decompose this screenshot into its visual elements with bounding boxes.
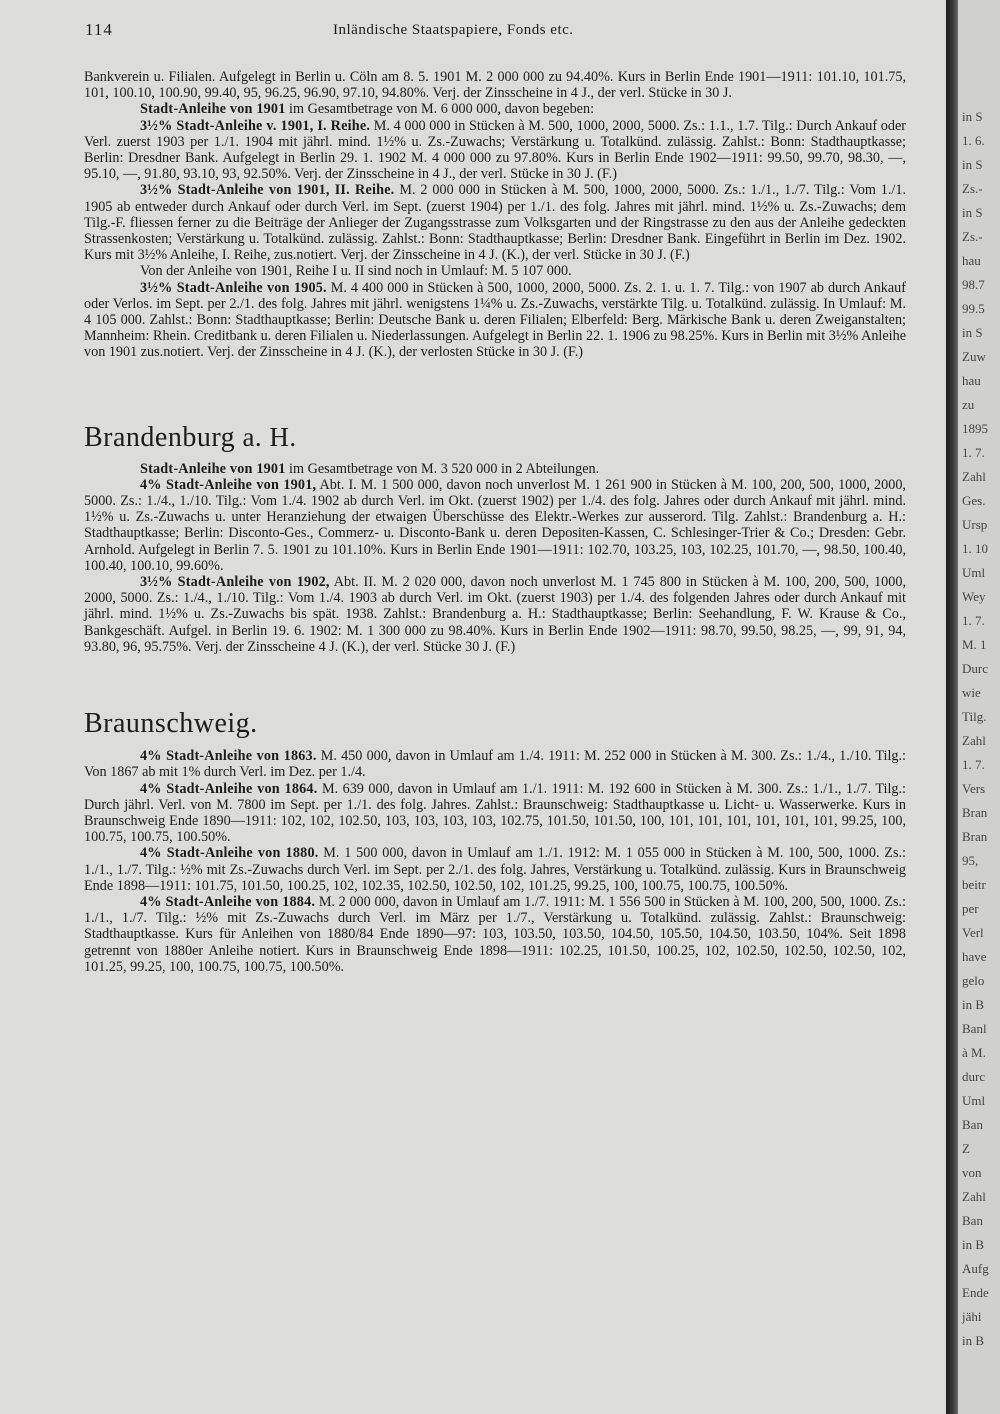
adjacent-page-fragment: à M. — [962, 1045, 986, 1060]
adjacent-page-fragment: in S — [962, 157, 983, 172]
adjacent-page-fragment: Zs.- — [962, 229, 983, 244]
adjacent-page-fragment: 1. 7. — [962, 445, 985, 460]
adjacent-page-fragment: Tilg. — [962, 709, 987, 724]
adjacent-page-fragment: in S — [962, 205, 983, 220]
entry-paragraph — [84, 781, 906, 846]
adjacent-page-fragment: have — [962, 949, 987, 964]
entry-title: 3½% Stadt-Anleihe von 1905. — [140, 279, 327, 296]
adjacent-page-fragment: Z — [962, 1141, 970, 1156]
page-content — [84, 69, 906, 975]
adjacent-page-fragment: Bran — [962, 829, 988, 844]
entry-paragraph — [84, 118, 906, 183]
adjacent-page-fragment: 1895 — [962, 421, 988, 436]
brandenburg-heading: Brandenburg a. H. — [84, 421, 297, 453]
adjacent-page-fragment: Zs.- — [962, 181, 983, 196]
running-title: Inländische Staatspapiere, Fonds etc. — [333, 22, 574, 38]
brandenburg-section — [84, 461, 906, 655]
entry-paragraph — [84, 894, 906, 975]
entry-paragraph — [84, 748, 906, 780]
adjacent-page-fragment: in B — [962, 1333, 985, 1348]
adjacent-page-fragment: Vers — [962, 781, 986, 796]
adjacent-page-fragment: Wey — [962, 589, 986, 604]
adjacent-page-fragment: Ban — [962, 1213, 983, 1228]
adjacent-page-edge — [958, 0, 1000, 1414]
entry-paragraph — [84, 477, 906, 574]
adjacent-page-fragment: von — [962, 1165, 982, 1180]
adjacent-page-fragment: Zahl — [962, 733, 986, 748]
adjacent-page-fragment: Zuw — [962, 349, 986, 364]
entry-title: 3½% Stadt-Anleihe von 1901, II. Reihe. — [140, 182, 395, 199]
adjacent-page-fragment: in S — [962, 325, 983, 340]
braunschweig-heading: Braunschweig. — [84, 708, 258, 740]
adjacent-page-fragment: Uml — [962, 565, 986, 580]
entry-paragraph — [84, 263, 906, 279]
entry-title: Stadt-Anleihe von 1901 — [140, 460, 286, 477]
page-gutter-shadow — [946, 0, 958, 1414]
adjacent-page-fragment: beitr — [962, 877, 986, 892]
adjacent-page-fragment: hau — [962, 373, 981, 388]
entry-text: M. 2 000 000 in Stücken à M. 500, 1000, 2000, 5000. Zs.: 1./1., 1./7. Tilg.: Vom 1./1. 1905 ab entweder durch Ankauf oder durch Verl. im Sept. (zuerst 1904) per 1./1. des folg. Jahres mit jährl. mind. 1½% u. Zs.-Zuwachs; dem Tilg.-F. fliessen ferner zu die Beiträge der Anlieger der Zugangsstrasse zum Volksgarten und der Ringstrasse zu den aus der Anleihe gedeckten Strassenkosten; Verstärkung u. Totalkünd. zulässig. Zahlst.: Bonn: Stadthauptkasse; Berlin: Dresdner Bank. Eingeführt in Berlin im Dez. 1902. Kurs mit 3½% Anleihe, I. Reihe, zus.notiert. Verj. der Zinsscheine in 4 J. (K.), der verl. Stücke in 30 J. (F.) — [84, 182, 906, 264]
entry-paragraph — [84, 280, 906, 361]
adjacent-page-fragment: Ende — [962, 1285, 989, 1300]
entry-title: 4% Stadt-Anleihe von 1880. — [140, 845, 319, 862]
entry-text: Von der Anleihe von 1901, Reihe I u. II sind noch in Umlauf: M. 5 107 000. — [140, 263, 572, 280]
adjacent-page-fragment: Banl — [962, 1021, 987, 1036]
adjacent-page-fragment: zu — [962, 397, 975, 412]
braunschweig-section — [84, 748, 906, 975]
entry-text: Abt. I. M. 1 500 000, davon noch unverlost M. 1 261 900 in Stücken à M. 100, 200, 500, 1000, 2000, 5000. Zs.: 1./4., 1./10. Tilg.: Vom 1./4. 1902 ab durch Verl. im Okt. (zuerst 1902) per 1./4. des folg. Jahres oder durch Ankauf mit jährl. mind. 1½% u. Zs.-Zuwachs u. unter Heranziehung der etwaigen Überschüsse des Elektr.-Werkes zur ausserord. Tilg. Zahlst.: Brandenburg a. H.: Stadthauptkasse; Berlin: Disconto-Ges., Commerz- u. Disconto-Bank u. deren Depositen-Kassen, C. Schlesinger-Trier & Co.; Dresden: Gebr. Arnhold. Aufgelegt in Berlin 7. 5. 1901 zu 101.10%. Kurs in Berlin Ende 1901—1911: 102.70, 103.25, 103, 102.25, 101.70, —, 98.50, 100.40, 100.40, 100.10, 99.60%. — [84, 476, 906, 574]
adjacent-page-fragment: 95, — [962, 853, 979, 868]
adjacent-page-fragment: Uml — [962, 1093, 986, 1108]
entry-title: 4% Stadt-Anleihe von 1884. — [140, 893, 316, 910]
bonn-section — [84, 101, 906, 360]
adjacent-page-fragment: per — [962, 901, 979, 916]
entry-text: M. 4 000 000 in Stücken à M. 500, 1000, 2000, 5000. Zs.: 1.1., 1.7. Tilg.: Durch Ankauf oder Verl. zuerst 1903 per 1./1. 1904 mit jährl. mind. 1½% u. Zs.-Zuwachs; Verstärkung u. Totalkünd. zulässig. Zahlst.: Bonn: Stadthauptkasse; Berlin: Dresdner Bank. Aufgelegt in Berlin 29. 1. 1902 M. 4 000 000 zu 97.80%. Kurs in Berlin Ende 1902—1911: 99.50, 99.70, 98.30, —, 95.10, —, 91.80, 93.10, 93, 92.50%. Verj. der Zinsscheine in 4 J., der verl. Stücke in 30 J. (F.) — [84, 117, 906, 183]
adjacent-page-fragment: in B — [962, 997, 985, 1012]
adjacent-page-fragment: 1. 6. — [962, 133, 985, 148]
entry-text: M. 4 400 000 in Stücken à 500, 1000, 2000, 5000. Zs. 2. 1. u. 1. 7. Tilg.: von 1907 ab durch Ankauf oder Verlos. im Sept. per 2./1. des folg. Jahres mit jährl. wenigstens 1¼% u. Zs.-Zuwachs, verstärkte Tilg. u. Totalkünd. zulässig. In Umlauf: M. 4 105 000. Zahlst.: Bonn: Stadthauptkasse; Berlin: Deutsche Bank u. deren Filialen; Elberfeld: Berg. Märkische Bank u. deren Zweiganstalten; Mannheim: Rhein. Creditbank u. deren Filialen u. Niederlassungen. Aufgelegt in Berlin 22. 1. 1906 zu 98.25%. Kurs in Berlin mit 3½% Anleihe von 1901 zus.notiert. Verj. der Zinsscheine in 4 J. (K.), der verlosten Stücke in 30 J. (F.) — [84, 279, 907, 361]
entry-title: 4% Stadt-Anleihe von 1901, — [140, 476, 317, 493]
entry-paragraph — [84, 101, 906, 117]
entry-text: Bankverein u. Filialen. Aufgelegt in Berlin u. Cöln am 8. 5. 1901 M. 2 000 000 zu 94.40%. Kurs in Berlin Ende 1901—1911: 101.10, 101.75, 101, 100.10, 100.90, 99.40, 95, 96.25, 96.90, 97.10, 94.80%. Verj. der Zinsscheine in 4 J., der verl. Stücke in 30 J. — [84, 69, 906, 102]
adjacent-page-fragment: jähi — [962, 1309, 982, 1324]
adjacent-page-fragment: 1. 7. — [962, 757, 985, 772]
page-number: 114 — [85, 20, 113, 39]
adjacent-page-fragment: Aufg — [962, 1261, 989, 1276]
entry-text: M. 1 500 000, davon in Umlauf am 1./1. 1912: M. 1 055 000 in Stücken à M. 100, 500, 1000. Zs.: 1./1., 1./7. Tilg.: ½% mit Zs.-Zuwachs durch Verl. im Sept. per 2./1. des folg. Jahres, Verstärkung u. Totalkünd. zulässig. Kurs in Braunschweig Ende 1898—1911: 101.75, 101.50, 100.25, 102, 102.35, 102.50, 102.50, 102, 101.25, 99.25, 100, 100.75, 100.75, 100.50%. — [84, 845, 906, 894]
entry-title: 4% Stadt-Anleihe von 1863. — [140, 748, 317, 765]
entry-text: Abt. II. M. 2 020 000, davon noch unverlost M. 1 745 800 in Stücken à M. 100, 200, 500, 1000, 2000, 5000. Zs.: 1./4., 1./10. Tilg.: Vom 1./4. 1903 ab durch Verl. im Okt. (zuerst 1903) per 1./4. des folgenden Jahres oder durch Ankauf mit jährl. mind. 1½% u. Zs.-Zuwachs bis spät. 1938. Zahlst.: Brandenburg a. H.: Stadthauptkasse; Berlin: Seehandlung, F. W. Krause & Co., Bankgeschäft. Aufgel. in Berlin 19. 6. 1902: M. 1 300 000 zu 98.40%. Kurs in Berlin Ende 1902—1911: 98.70, 99.50, 98.25, —, 99, 91, 94, 93.80, 96, 95.75%. Verj. der Zinsscheine 4 J. (K.), der verl. Stücke 30 J. (F.) — [84, 574, 906, 655]
entry-paragraph — [84, 182, 906, 263]
entry-paragraph — [84, 574, 906, 655]
adjacent-page-fragment: Ursp — [962, 517, 988, 532]
adjacent-page-fragment: 1. 7. — [962, 613, 985, 628]
entry-title: 3½% Stadt-Anleihe v. 1901, I. Reihe. — [140, 117, 371, 134]
entry-text: im Gesamtbetrage von M. 6 000 000, davon begeben: — [285, 101, 595, 118]
adjacent-page-fragment: 99.5 — [962, 301, 985, 316]
adjacent-page-fragment: Zahl — [962, 469, 986, 484]
adjacent-page-fragment: Ban — [962, 1117, 983, 1132]
entry-text: im Gesamtbetrage von M. 3 520 000 in 2 Abteilungen. — [285, 460, 600, 477]
adjacent-page-fragment: 98.7 — [962, 277, 985, 292]
entry-text: M. 450 000, davon in Umlauf am 1./4. 1911: M. 252 000 in Stücken à M. 300. Zs.: 1./4., 1./10. Tilg.: Von 1867 ab mit 1% durch Verl. im Dez. per 1./4. — [84, 748, 906, 781]
adjacent-page-fragment: durc — [962, 1069, 986, 1084]
adjacent-page-fragment: Zahl — [962, 1189, 986, 1204]
adjacent-page-fragment: M. 1 — [962, 637, 987, 652]
adjacent-page-fragment: wie — [962, 685, 981, 700]
adjacent-page-fragment: in B — [962, 1237, 985, 1252]
entry-paragraph — [84, 845, 906, 894]
page-header — [85, 20, 918, 46]
entry-text: M. 2 000 000, davon in Umlauf am 1./7. 1911: M. 1 556 500 in Stücken à M. 100, 200, 500, 1000. Zs.: 1./1., 1./7. Tilg.: ½% mit Zs.-Zuwachs durch Verl. im März per 1./7., Verstärkung u. Totalkünd. zulässig. Zahlst.: Braunschweig: Stadthauptkasse. Kurs für Anleihen von 1880/84 Ende 1890—97: 103, 103.50, 103.50, 104.50, 105.50, 104.50, 103.50, 104%. Seit 1898 getrennt von 1880er Anleihe notiert. Kurs in Braunschweig Ende 1898—1911: 102.25, 101.50, 100.25, 102, 102.50, 102.50, 102.50, 102, 101.25, 99.25, 100, 100.75, 100.75, 100.50%. — [84, 893, 906, 975]
adjacent-page-fragment: Verl — [962, 925, 984, 940]
adjacent-page-fragment: gelo — [962, 973, 985, 988]
adjacent-page-fragment: Durc — [962, 661, 988, 676]
adjacent-page-fragment: hau — [962, 253, 981, 268]
entry-title: 3½% Stadt-Anleihe von 1902, — [140, 574, 330, 591]
entry-text: M. 639 000, davon in Umlauf am 1./1. 1911: M. 192 600 in Stücken à M. 300. Zs.: 1./1., 1./7. Tilg.: Durch jährl. Verl. von M. 7800 im Sept. per 1./1. des folg. Jahres. Zahlst.: Braunschweig: Stadthauptkasse u. Licht- u. Wasserwerke. Kurs in Braunschweig Ende 1890—1911: 102, 102, 102.50, 103, 103, 103, 103, 102.75, 101.50, 101.50, 100, 101, 101, 101, 101, 101, 101, 99.25, 100, 100.75, 100.75, 100.50%. — [84, 780, 906, 846]
entry-title: 4% Stadt-Anleihe von 1864. — [140, 780, 318, 797]
entry-paragraph — [84, 69, 906, 101]
adjacent-page-fragment: Ges. — [962, 493, 986, 508]
entry-title: Stadt-Anleihe von 1901 — [140, 101, 286, 118]
adjacent-page-fragment: in S — [962, 109, 983, 124]
intro-section — [84, 69, 906, 101]
adjacent-page-fragment: Bran — [962, 805, 988, 820]
adjacent-page-fragment: 1. 10 — [962, 541, 988, 556]
entry-paragraph — [84, 461, 906, 477]
